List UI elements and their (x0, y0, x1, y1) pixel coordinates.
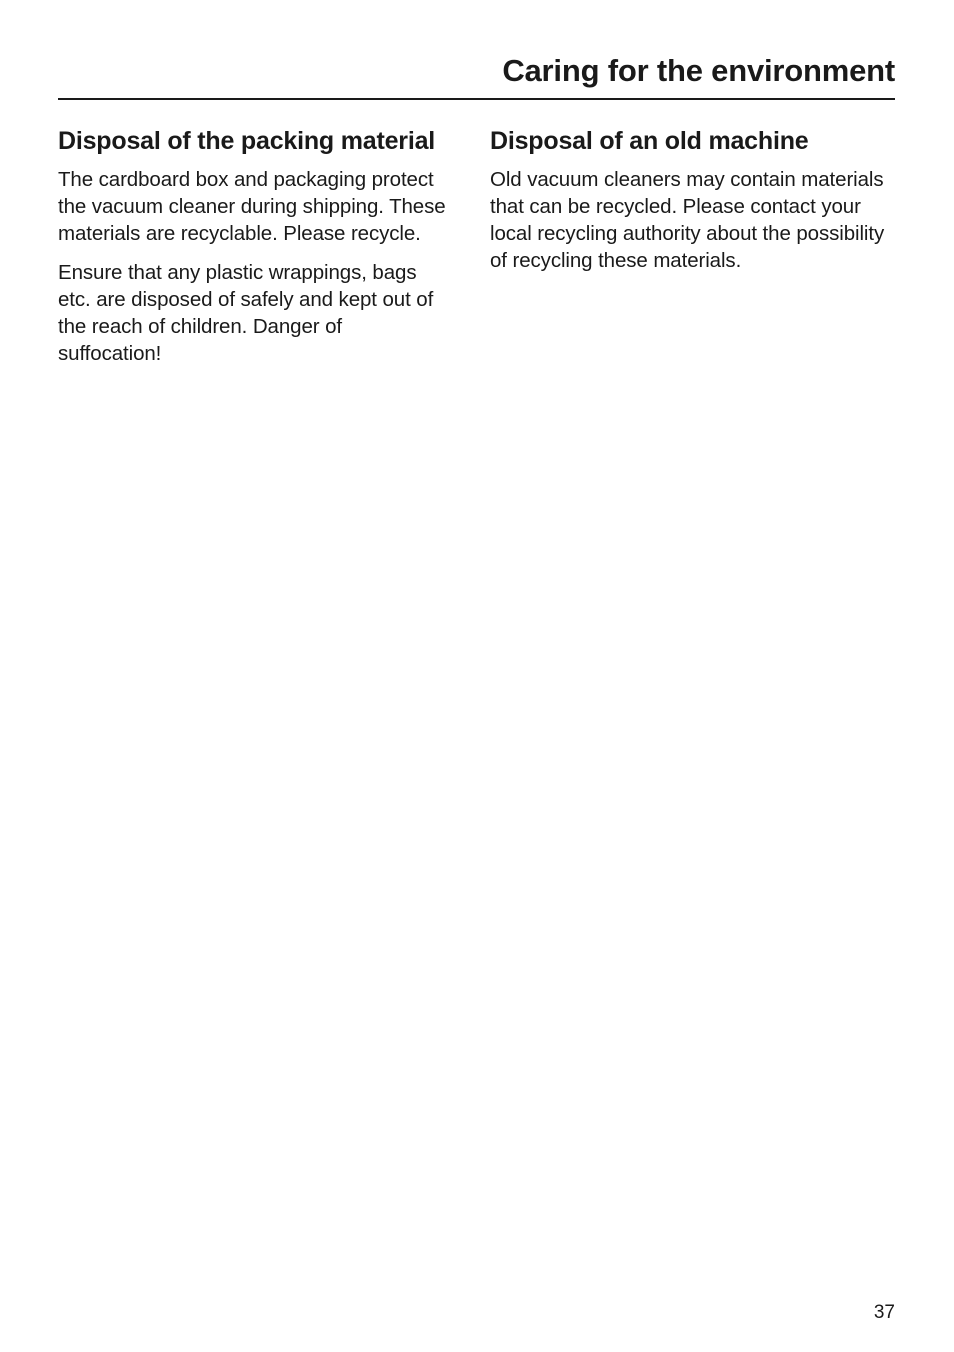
section-heading: Disposal of the packing material (58, 127, 436, 155)
page-title: Caring for the environment (502, 53, 895, 88)
page-number: 37 (873, 1302, 895, 1323)
section-paragraph: Old vacuum cleaners may contain materials that can be recycled. Please contact your local recycling authority about the possibility of recycling these materials. (490, 168, 885, 272)
page-header (58, 50, 895, 100)
section-paragraph: The cardboard box and packaging protect the vacuum cleaner during shipping. These materials are recyclable. Please recycle. (58, 168, 446, 245)
section-heading: Disposal of an old machine (490, 127, 809, 155)
section-old-machine-disposal (490, 125, 895, 286)
section-packing-disposal (58, 125, 448, 379)
section-paragraph: Ensure that any plastic wrappings, bags etc. are disposed of safely and kept out of the reach of children. Danger of suffocation! (58, 261, 434, 365)
